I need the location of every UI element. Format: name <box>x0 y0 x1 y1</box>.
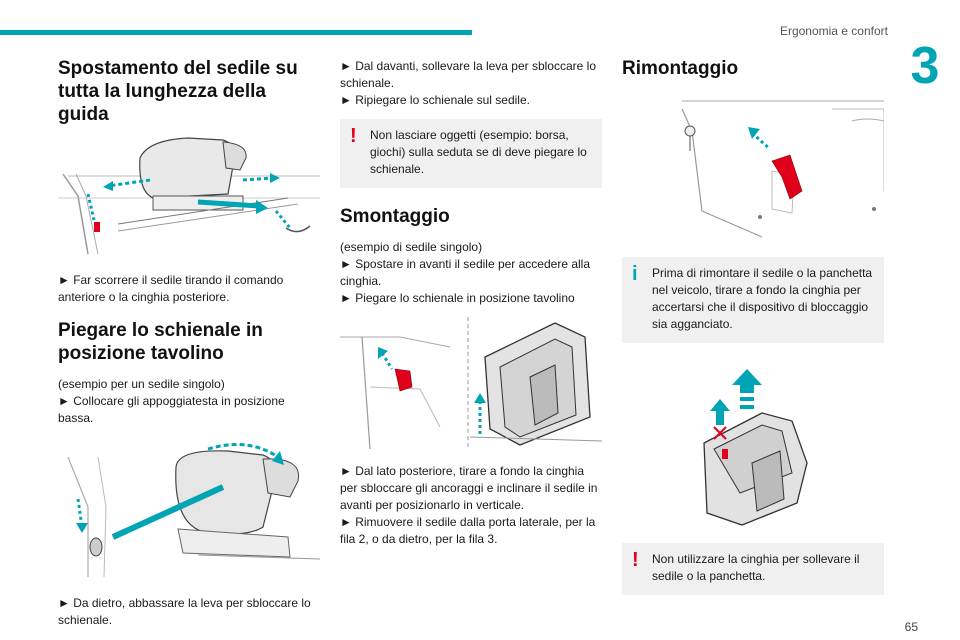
info-text: Prima di rimontare il sedile o la panchetta nel veicolo, tirare a fondo la cinghia per accertarsi che il dispositivo di bloccaggio sia agganciato. <box>652 265 873 331</box>
exclamation-icon: ! <box>632 548 639 571</box>
example-note: (esempio di sedile singolo) <box>340 239 483 254</box>
instruction-table-position: ► Piegare lo schienale in posizione tavolino <box>340 290 575 305</box>
figure-seat-upright <box>622 353 884 533</box>
column-1 <box>58 58 320 629</box>
warning-text: Non lasciare oggetti (esempio: borsa, giochi) sulla seduta se di deve piegare lo schienale. <box>370 128 587 176</box>
seat-upright-illustration <box>622 353 884 533</box>
page-number: 65 <box>904 620 918 634</box>
info-note-check-lock <box>622 257 884 343</box>
section-title-reassembly: Rimontaggio <box>622 58 739 79</box>
column-2 <box>340 58 602 548</box>
instruction-raise-lever: ► Dal davanti, sollevare la leva per sbloccare lo schienale. <box>340 59 597 90</box>
warning-note-strap <box>622 543 884 595</box>
section-title-removal: Smontaggio <box>340 206 450 227</box>
header-accent-bar <box>0 30 472 35</box>
exclamation-icon: ! <box>350 125 357 147</box>
warning-note-objects <box>340 119 602 188</box>
figure-removal <box>340 317 602 449</box>
figure-reassembly-latch <box>622 91 884 239</box>
removal-illustration <box>340 317 602 449</box>
instruction-fold-backrest: ► Ripiegare lo schienale sul sedile. <box>340 93 530 107</box>
seat-slide-illustration <box>58 136 320 254</box>
fold-backrest-illustration <box>58 437 320 577</box>
instruction-lower-lever: ► Da dietro, abbassare la leva per sbloccare lo schienale. <box>58 595 311 627</box>
figure-fold-backrest <box>58 437 320 577</box>
instruction-slide: ► Far scorrere il sedile tirando il comando anteriore o la cinghia posteriore. <box>58 273 284 305</box>
chapter-title: Ergonomia e confort <box>779 24 888 38</box>
warning-text: Non utilizzare la cinghia per sollevare il sedile o la panchetta. <box>652 551 860 583</box>
column-3 <box>622 58 884 595</box>
section-title-fold-table: Piegare lo schienale in posizione tavolino <box>58 320 263 365</box>
example-note: (esempio per un sedile singolo) <box>58 376 225 391</box>
figure-seat-slide <box>58 136 320 254</box>
reassembly-latch-illustration <box>622 91 884 239</box>
chapter-number: 3 <box>910 37 940 95</box>
info-icon: i <box>632 262 638 285</box>
instruction-remove-seat: ► Rimuovere il sedile dalla porta laterale, per la fila 2, o da dietro, per la fila 3. <box>340 514 596 546</box>
instruction-headrest: ► Collocare gli appoggiatesta in posizione bassa. <box>58 393 285 425</box>
instruction-move-forward: ► Spostare in avanti il sedile per accedere alla cinghia. <box>340 256 591 288</box>
instruction-pull-strap: ► Dal lato posteriore, tirare a fondo la cinghia per sbloccare gli ancoraggi e inclinare il sedile in avanti per posizionarlo in verticale. <box>340 463 598 512</box>
section-title-sliding: Spostamento del sedile su tutta la lunghezza della guida <box>58 58 298 125</box>
